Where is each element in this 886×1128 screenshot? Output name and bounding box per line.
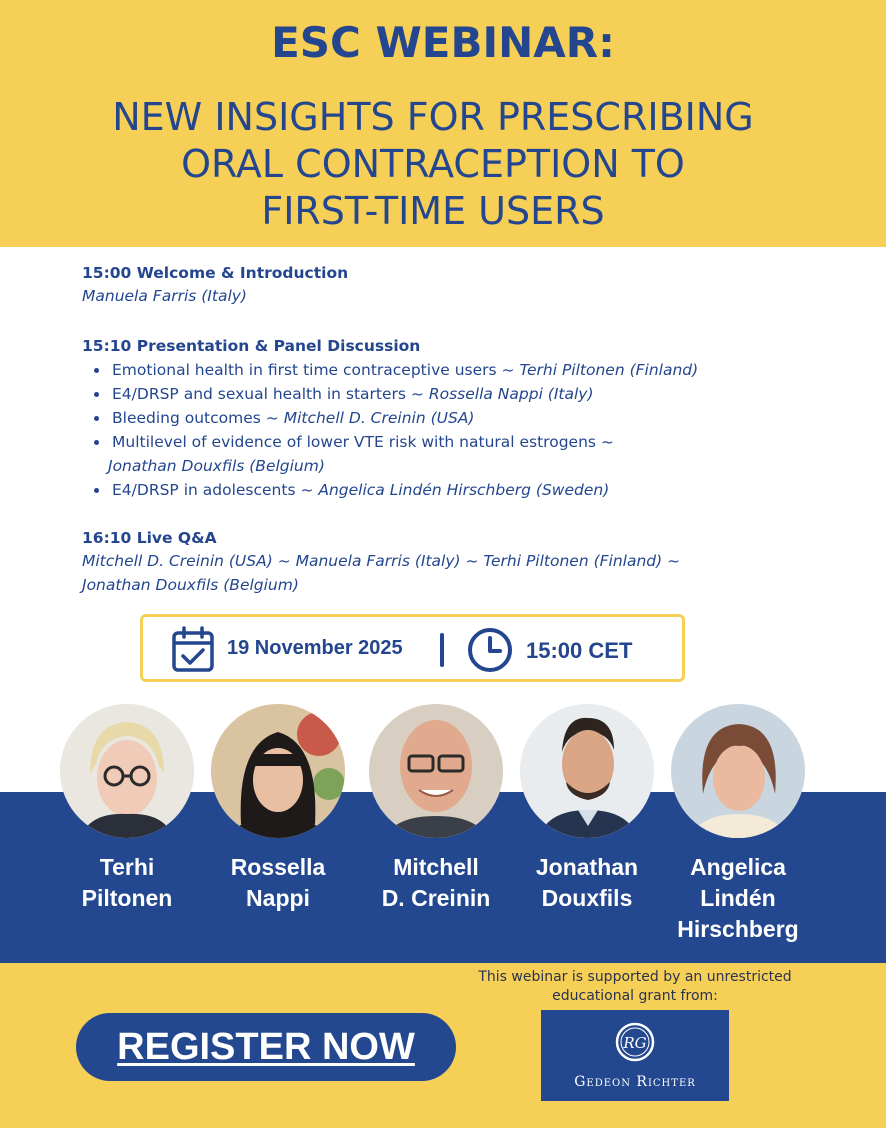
speaker-name-line: Mitchell: [393, 854, 479, 880]
topic-text: Bleeding outcomes ~: [112, 409, 284, 427]
speaker-name-line: Angelica: [690, 854, 786, 880]
agenda-heading: 16:10 Live Q&A: [82, 529, 217, 547]
speaker-name-line: Rossella: [230, 854, 326, 880]
support-note-line: educational grant from:: [552, 988, 718, 1004]
avatar: [60, 704, 194, 838]
event-time: 15:00 CET: [526, 638, 633, 663]
agenda: [82, 262, 802, 624]
calendar-check-icon: [171, 625, 215, 678]
page-subtitle: [80, 94, 786, 235]
subtitle-line: FIRST-TIME USERS: [261, 189, 605, 233]
topic-speaker: Mitchell D. Creinin (USA): [283, 409, 475, 427]
speaker-name: [517, 852, 657, 914]
agenda-speaker: Jonathan Douxfils (Belgium): [82, 576, 299, 594]
speaker-name-line: Nappi: [246, 885, 310, 911]
speaker-name-line: Jonathan: [535, 854, 639, 880]
speaker-card: [57, 704, 197, 914]
list-item: [82, 358, 802, 382]
sponsor-name-text: Gedeon Richter: [574, 1074, 696, 1090]
speaker-card: [208, 704, 348, 914]
speaker-name-line: Lindén: [700, 885, 776, 911]
gedeon-richter-logo-icon: [615, 1022, 655, 1067]
footer: [0, 963, 886, 1128]
list-item: [82, 430, 802, 478]
agenda-qa: [82, 527, 802, 597]
sponsor-logo: [541, 1010, 729, 1101]
speaker-card: [366, 704, 506, 914]
speaker-card: [668, 704, 808, 945]
topic-text: Multilevel of evidence of lower VTE risk with natural estrogens ~: [112, 433, 614, 451]
register-now-button[interactable]: REGISTER NOW: [76, 1013, 456, 1081]
speaker-name-line: Hirschberg: [677, 916, 799, 942]
speaker-name-line: D. Creinin: [381, 885, 491, 911]
topic-text: E4/DRSP in adolescents ~: [112, 481, 319, 499]
divider: [440, 633, 444, 667]
subtitle-line: ORAL CONTRACEPTION TO: [181, 142, 685, 186]
agenda-presentation: [82, 335, 802, 502]
sponsor-name: [541, 1074, 729, 1090]
support-note: [440, 968, 830, 1006]
hero-banner: [0, 0, 886, 247]
topic-speaker: Angelica Lindén Hirschberg (Sweden): [318, 481, 610, 499]
support-note-line: This webinar is supported by an unrestricted: [478, 969, 792, 985]
topic-speaker: Jonathan Douxfils (Belgium): [108, 457, 325, 475]
subtitle-line: NEW INSIGHTS FOR PRESCRIBING: [112, 95, 754, 139]
agenda-topic-list: [82, 358, 802, 502]
avatar: [369, 704, 503, 838]
page-title: ESC WEBINAR:: [271, 18, 615, 67]
agenda-heading: 15:10 Presentation & Panel Discussion: [82, 337, 421, 355]
avatar: [211, 704, 345, 838]
clock-icon: [467, 627, 513, 678]
speaker-name: [208, 852, 348, 914]
speaker-name-line: Terhi: [99, 854, 155, 880]
speaker-name: [366, 852, 506, 914]
list-item: [82, 406, 802, 430]
topic-speaker: Rossella Nappi (Italy): [428, 385, 594, 403]
list-item: [82, 382, 802, 406]
topic-speaker: Terhi Piltonen (Finland): [519, 361, 699, 379]
avatar: [520, 704, 654, 838]
speaker-name-line: Piltonen: [81, 885, 173, 911]
speaker-name: [57, 852, 197, 914]
event-date: 19 November 2025: [227, 637, 403, 659]
event-datetime-box: [140, 614, 685, 682]
list-item: [82, 478, 802, 502]
avatar: [671, 704, 805, 838]
speaker-name-line: Douxfils: [541, 885, 633, 911]
topic-text: Emotional health in first time contraceptive users ~: [112, 361, 520, 379]
agenda-welcome: [82, 262, 802, 308]
topic-text: E4/DRSP and sexual health in starters ~: [112, 385, 429, 403]
agenda-heading: 15:00 Welcome & Introduction: [82, 264, 349, 282]
agenda-speaker: Mitchell D. Creinin (USA) ~ Manuela Farris (Italy) ~ Terhi Piltonen (Finland) ~: [82, 552, 681, 570]
speaker-card: [517, 704, 657, 914]
svg-text:RG: RG: [623, 1034, 647, 1052]
agenda-speaker: Manuela Farris (Italy): [82, 287, 247, 305]
speaker-name: [668, 852, 808, 945]
